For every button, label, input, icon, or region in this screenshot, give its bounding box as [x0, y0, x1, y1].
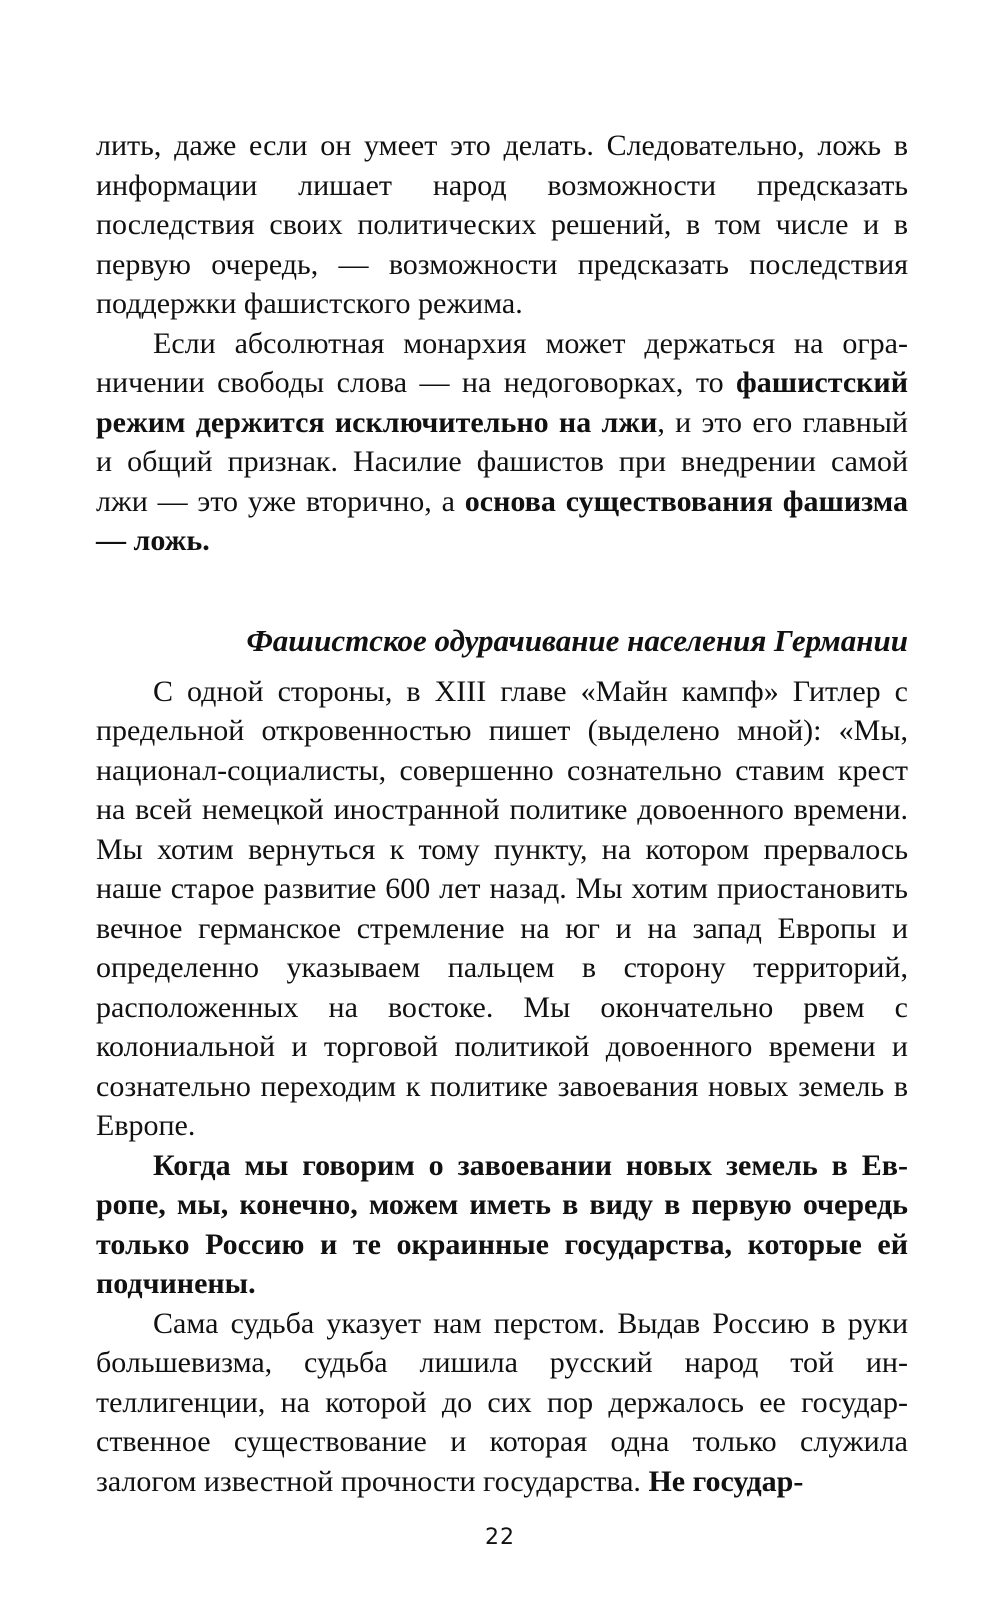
bold-text-run: Когда мы говорим о завоевании новых земель в Европе, мы, конечно, можем иметь в виду в первую очередь только Россию и те окраинные государства, которые ей подчинены.	[96, 1148, 908, 1300]
paragraph	[96, 672, 908, 1146]
bold-text-run: фашистский режим держится исключительно на лжи	[96, 366, 908, 439]
text-run: Сама судьба указует нам перстом. Выдав Россию в руки большевизма, судьба лишила русский народ той интеллигенции, на которой до сих пор держалось ее государственное существование и которая одна только служила залогом известной прочности государства.	[96, 1306, 908, 1498]
section-text-block	[96, 672, 908, 1502]
text-run: , и это его главный и общий признак. Насилие фашистов при внедрении самой лжи — это уже вторично, а	[96, 405, 908, 518]
paragraph	[96, 1304, 908, 1502]
paragraph	[96, 1146, 908, 1304]
bold-text-run: Не государ-	[648, 1464, 804, 1498]
book-page-body	[96, 126, 908, 1501]
paragraph	[96, 126, 908, 324]
paragraph	[96, 324, 908, 561]
text-run: С одной стороны, в XIII главе «Майн кампф» Гитлер с предельной откровенностью пишет (выделено мной): «Мы, национал-социалисты, совершенно сознательно ставим крест на всей немецкой иностранной политике довоенного времени. Мы хотим вернуться к тому пункту, на котором прервалось наше старое развитие 600 лет назад. Мы хотим приостановить вечное германское стремление на юг и на запад Европы и определенно указываем пальцем в сторону территорий, расположенных на востоке. Мы окончательно рвем с колониальной и торговой политикой довоенного времени и сознательно переходим к политике завоевания новых земель в Европе.	[96, 674, 908, 1142]
page-number: 22	[485, 1525, 515, 1550]
text-run: Если абсолютная монархия может держаться на ограничении свободы слова — на недоговорках, то	[96, 326, 908, 399]
text-run: лить, даже если он умеет это делать. Следовательно, ложь в информации лишает народ возможности предсказать последствия своих политических решений, в том числе и в первую очередь, — возможности предсказать последствия поддержки фашистского режима.	[96, 129, 908, 320]
bold-text-run: основа существования фашизма — ложь.	[96, 484, 908, 557]
intro-text-block	[96, 126, 908, 561]
section-heading: Фашистское одурачивание населения Германии	[246, 622, 908, 658]
